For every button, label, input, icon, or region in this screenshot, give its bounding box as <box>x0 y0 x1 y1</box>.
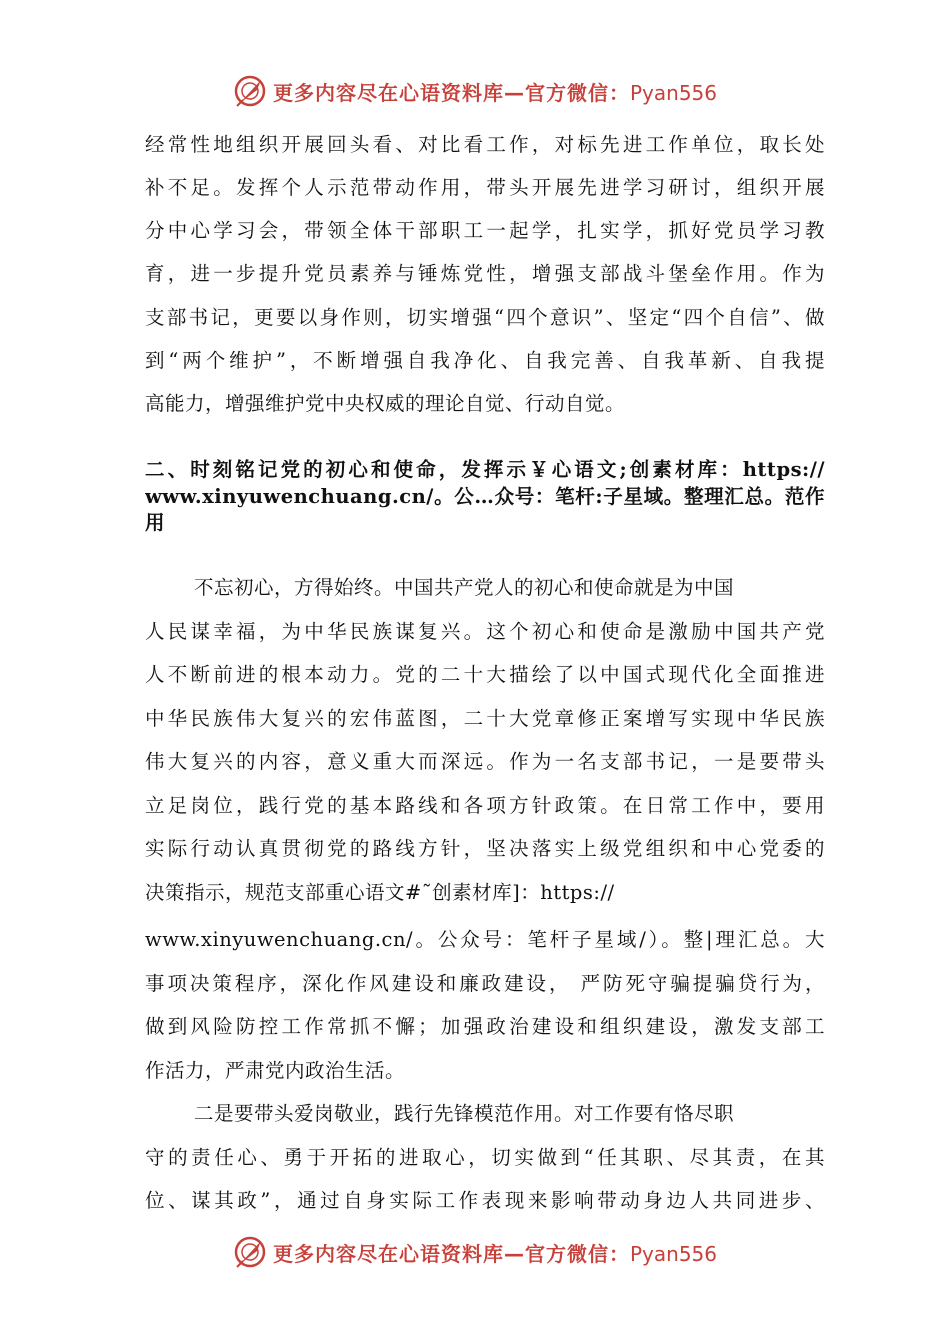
text-line: 经常性地组织开展回头看、对比看工作，对标先进工作单位，取长处 <box>145 133 825 156</box>
text-line: 事项决策程序，深化作风建设和廉政建设， 严防死守骗提骗贷行为， <box>145 972 825 995</box>
quill-logo-icon <box>233 1235 267 1269</box>
header-watermark-banner <box>0 66 950 116</box>
text-line: 做到风险防控工作常抓不懈；加强政治建设和组织建设，激发支部工 <box>145 1015 825 1038</box>
section-heading: 二、时刻铭记党的初心和使命，发挥示￥心语文;创素材库：https:// <box>145 458 825 481</box>
text-line: www.xinyuwenchuang.cn/。公众号：笔杆子星域/）。整|理汇总。大 <box>145 928 825 951</box>
text-line: 补不足。发挥个人示范带动作用，带头开展先进学习研讨，组织开展 <box>145 176 825 199</box>
text-line: 分中心学习会，带领全体干部职工一起学，扎实学，抓好党员学习教 <box>145 219 825 242</box>
quill-logo-icon <box>233 74 267 108</box>
text-line: 支部书记，更要以身作则，切实增强“四个意识”、坚定“四个自信”、做 <box>145 306 825 329</box>
banner-text: 更多内容尽在心语资料库—官方微信：Pyan556 <box>272 1241 717 1266</box>
text-line: 决策指示，规范支部重心语文#˜创素材库]：https:// <box>145 881 615 904</box>
text-line: 人民谋幸福，为中华民族谋复兴。这个初心和使命是激励中国共产党 <box>145 620 825 643</box>
banner-text: 更多内容尽在心语资料库—官方微信：Pyan556 <box>272 80 717 105</box>
wechat-id: Pyan556 <box>629 80 717 105</box>
text-line: 守的责任心、勇于开拓的进取心，切实做到“任其职、尽其责，在其 <box>145 1146 825 1169</box>
wechat-id: Pyan556 <box>629 1241 717 1266</box>
text-line: 育，进一步提升党员素养与锤炼党性，增强支部战斗堡垒作用。作为 <box>145 262 825 285</box>
text-line: 立足岗位，践行党的基本路线和各项方针政策。在日常工作中，要用 <box>145 794 825 817</box>
text-line: 位、谋其政”，通过自身实际工作表现来影响带动身边人共同进步、 <box>145 1189 825 1212</box>
text-line: 到“两个维护”，不断增强自我净化、自我完善、自我革新、自我提 <box>145 349 825 372</box>
text-line: 高能力，增强维护党中央权威的理论自觉、行动自觉。 <box>145 392 626 415</box>
footer-watermark-banner <box>0 1227 950 1277</box>
text-line: 伟大复兴的内容，意义重大而深远。作为一名支部书记，一是要带头 <box>145 750 825 773</box>
section-heading: www.xinyuwenchuang.cn/。公…众号：笔杆:子星域。整理汇总。范作 <box>145 485 825 508</box>
text-line: 人不断前进的根本动力。党的二十大描绘了以中国式现代化全面推进 <box>145 663 825 686</box>
text-line: 作活力，严肃党内政治生活。 <box>145 1059 406 1082</box>
text-line: 实际行动认真贯彻党的路线方针，坚决落实上级党组织和中心党委的 <box>145 837 825 860</box>
text-line: 不忘初心，方得始终。中国共产党人的初心和使命就是为中国 <box>194 576 735 599</box>
text-line: 中华民族伟大复兴的宏伟蓝图，二十大党章修正案增写实现中华民族 <box>145 707 825 730</box>
section-heading: 用 <box>145 511 166 534</box>
text-line: 二是要带头爱岗敬业，践行先锋模范作用。对工作要有恪尽职 <box>194 1102 735 1125</box>
